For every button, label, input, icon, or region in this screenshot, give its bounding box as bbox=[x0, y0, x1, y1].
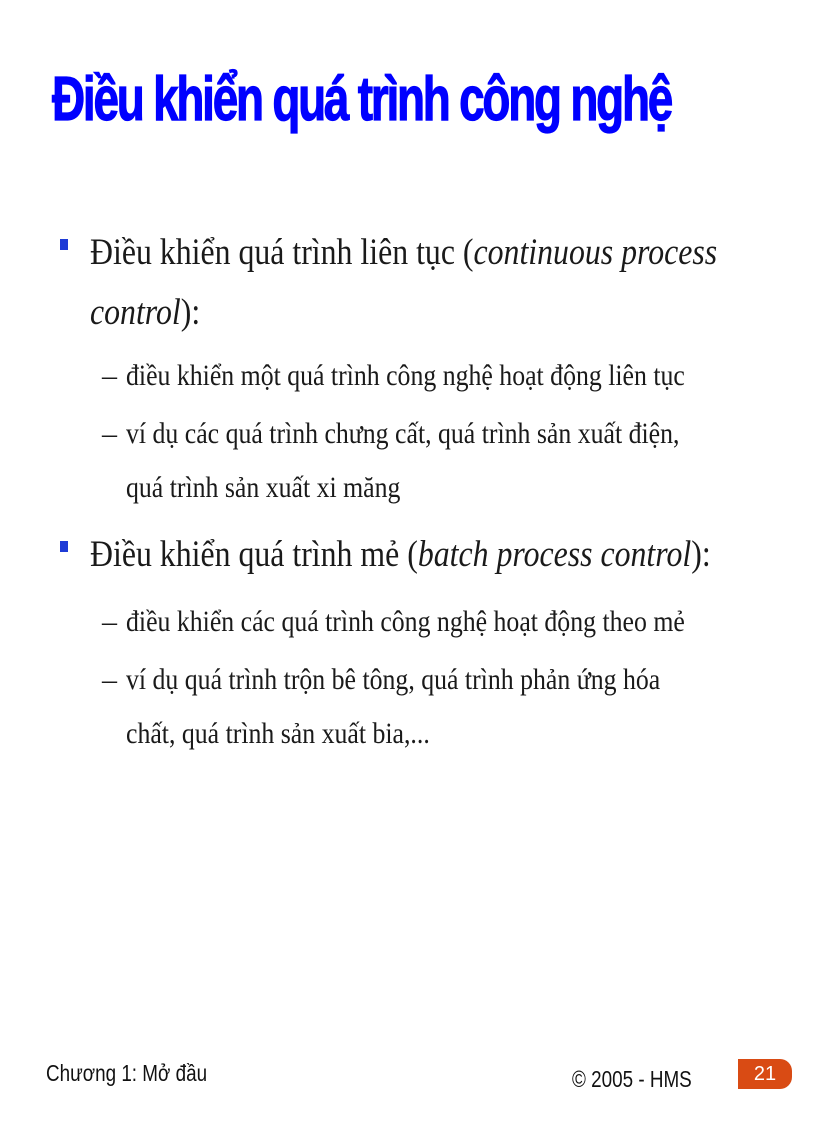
sub-item-text: điều khiển các quá trình công nghệ hoạt động theo mẻ bbox=[126, 605, 685, 638]
sub-item-text: ví dụ quá trình trộn bê tông, quá trình phản ứng hóa bbox=[126, 663, 661, 696]
bullet-text-suffix: ): bbox=[691, 534, 711, 575]
bullet-text bbox=[90, 524, 711, 586]
dash-bullet-icon: – bbox=[102, 359, 117, 392]
bullet-text bbox=[90, 222, 718, 284]
bullet-text-prefix: Điều khiển quá trình liên tục ( bbox=[90, 232, 474, 273]
sub-item-text: ví dụ các quá trình chưng cất, quá trình sản xuất điện, bbox=[126, 417, 680, 450]
sub-item-text: điều khiển một quá trình công nghệ hoạt động liên tục bbox=[126, 359, 685, 392]
square-bullet-icon bbox=[60, 239, 68, 250]
bullet-text-suffix: ): bbox=[180, 292, 201, 333]
sub-item-text-continued: chất, quá trình sản xuất bia,... bbox=[126, 717, 430, 750]
bullet-text-continued bbox=[90, 282, 666, 344]
bullet-text-italic: control bbox=[90, 292, 181, 333]
square-bullet-icon bbox=[60, 541, 68, 552]
footer-copyright: © 2005 - HMS bbox=[572, 1066, 692, 1092]
dash-bullet-icon: – bbox=[102, 605, 117, 638]
bullet-text-italic: batch process control bbox=[417, 534, 692, 575]
footer-chapter: Chương 1: Mở đầu bbox=[46, 1060, 208, 1086]
dash-bullet-icon: – bbox=[102, 417, 117, 450]
slide-title: Điều khiển quá trình công nghệ bbox=[52, 65, 672, 134]
bullet-text-prefix: Điều khiển quá trình mẻ ( bbox=[90, 534, 418, 575]
sub-item-text-continued: quá trình sản xuất xi măng bbox=[126, 471, 401, 504]
bullet-text-italic: continuous process bbox=[473, 232, 718, 273]
page-number-badge: 21 bbox=[738, 1059, 792, 1089]
dash-bullet-icon: – bbox=[102, 663, 117, 696]
